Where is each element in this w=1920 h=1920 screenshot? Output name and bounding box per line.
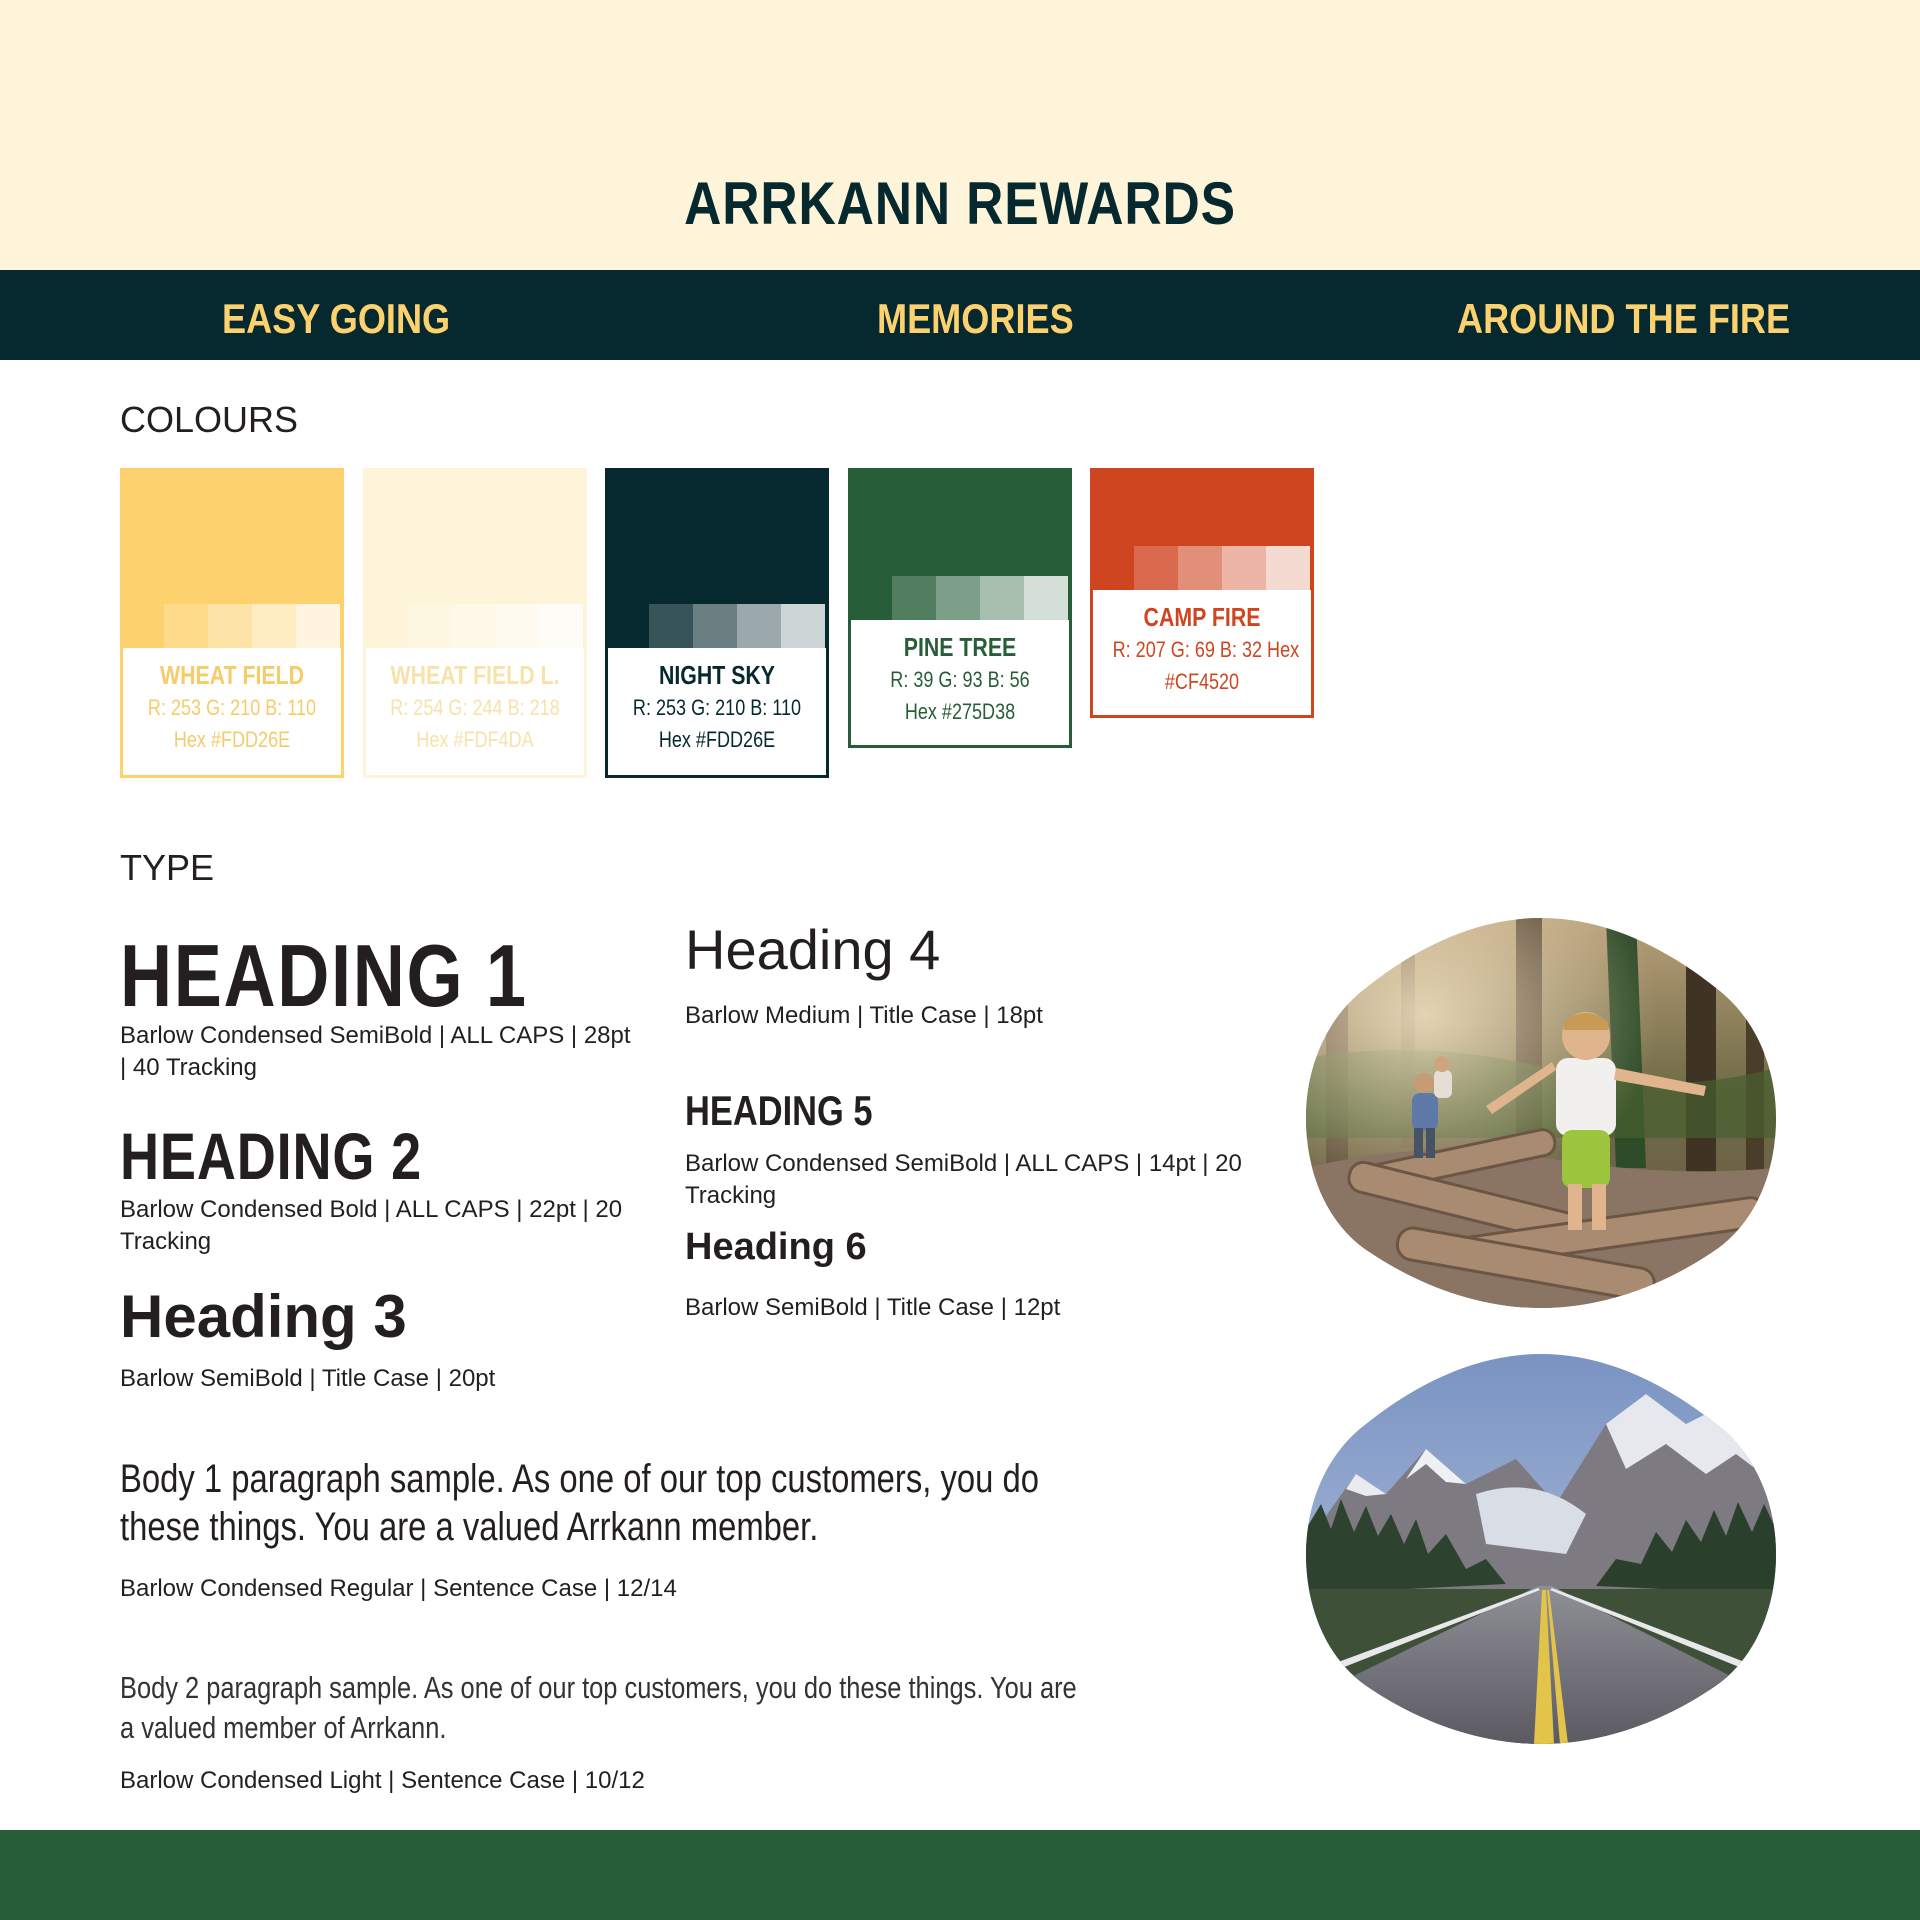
nav-item-memories[interactable]: MEMORIES [877, 295, 1074, 342]
forest-children-photo [1306, 918, 1776, 1308]
swatch-rgb: R: 207 G: 69 B: 32 Hex [1112, 637, 1300, 662]
swatch-tint [892, 576, 936, 620]
swatch-tint [495, 604, 539, 648]
swatch-hex: Hex #FDF4DA [416, 727, 534, 752]
body-2-sample: Body 2 paragraph sample. As one of our top customers, you do these things. You are a valued member of Arrkann. [120, 1670, 1077, 1745]
swatch-tint [980, 576, 1024, 620]
swatch-tint [407, 604, 451, 648]
swatch-name: CAMP FIRE [1143, 602, 1261, 632]
heading-1-sample: HEADING 1 [120, 926, 528, 1025]
nav-item-around-the-fire[interactable]: AROUND THE FIRE [1457, 295, 1791, 342]
colours-section-label: COLOURS [120, 399, 299, 440]
swatch-tint [649, 604, 693, 648]
heading-1-spec: Barlow Condensed SemiBold | ALL CAPS | 28pt | 40 Tracking [120, 1022, 631, 1081]
swatch-tint [737, 604, 781, 648]
heading-2-spec: Barlow Condensed Bold | ALL CAPS | 22pt | 20 Tracking [120, 1196, 623, 1255]
body-2-spec: Barlow Condensed Light | Sentence Case | 10/12 [120, 1767, 645, 1794]
swatch-tint [1178, 546, 1222, 590]
swatch-tint [1024, 576, 1068, 620]
swatch-name: PINE TREE [903, 632, 1017, 662]
swatch-hex: Hex #275D38 [904, 699, 1016, 724]
swatch-tint [936, 576, 980, 620]
swatch-name: WHEAT FIELD [159, 660, 305, 690]
swatch-tint [164, 604, 208, 648]
swatch-rgb: R: 254 G: 244 B: 218 [390, 695, 560, 720]
heading-6-sample: Heading 6 [685, 1226, 867, 1268]
mountain-road-photo [1306, 1354, 1776, 1744]
body-1-spec: Barlow Condensed Regular | Sentence Case | 12/14 [120, 1575, 677, 1602]
swatch-tint [1222, 546, 1266, 590]
swatch-rgb: R: 39 G: 93 B: 56 [890, 667, 1030, 692]
swatch-name: NIGHT SKY [658, 660, 776, 690]
swatch-tint [296, 604, 340, 648]
swatch-hex: #CF4520 [1164, 669, 1240, 694]
swatch-hex: Hex #FDD26E [658, 727, 776, 752]
swatch-info-card [363, 648, 587, 778]
heading-5-spec: Barlow Condensed SemiBold | ALL CAPS | 14pt | 20 Tracking [685, 1150, 1242, 1209]
swatch-tint [451, 604, 495, 648]
swatch-tint [781, 604, 825, 648]
swatch-tint [539, 604, 583, 648]
swatch-rgb: R: 253 G: 210 B: 110 [147, 695, 317, 720]
swatch-tint [693, 604, 737, 648]
heading-5-sample: HEADING 5 [685, 1087, 873, 1134]
heading-4-sample: Heading 4 [685, 918, 941, 981]
swatch-tint [1266, 546, 1310, 590]
swatch-tint [208, 604, 252, 648]
swatch-info-card [1090, 590, 1314, 718]
heading-6-spec: Barlow SemiBold | Title Case | 12pt [685, 1294, 1061, 1321]
swatch-info-card [848, 620, 1072, 748]
swatch-name: WHEAT FIELD L. [390, 660, 560, 690]
brand-title: ARRKANN REWARDS [684, 170, 1236, 237]
swatch-hex: Hex #FDD26E [173, 727, 291, 752]
swatch-info-card [605, 648, 829, 778]
heading-3-sample: Heading 3 [120, 1283, 407, 1350]
heading-2-sample: HEADING 2 [120, 1119, 423, 1193]
heading-4-spec: Barlow Medium | Title Case | 18pt [685, 1002, 1043, 1029]
swatch-info-card [120, 648, 344, 778]
swatch-tint [1134, 546, 1178, 590]
swatch-tint [252, 604, 296, 648]
footer-bar [0, 1830, 1920, 1920]
heading-3-spec: Barlow SemiBold | Title Case | 20pt [120, 1365, 496, 1392]
swatch-rgb: R: 253 G: 210 B: 110 [632, 695, 802, 720]
type-section-label: TYPE [120, 847, 215, 888]
nav-item-easy-going[interactable]: EASY GOING [222, 295, 451, 342]
body-1-sample: Body 1 paragraph sample. As one of our top customers, you do these things. You are a valued Arrkann member. [120, 1457, 1039, 1549]
